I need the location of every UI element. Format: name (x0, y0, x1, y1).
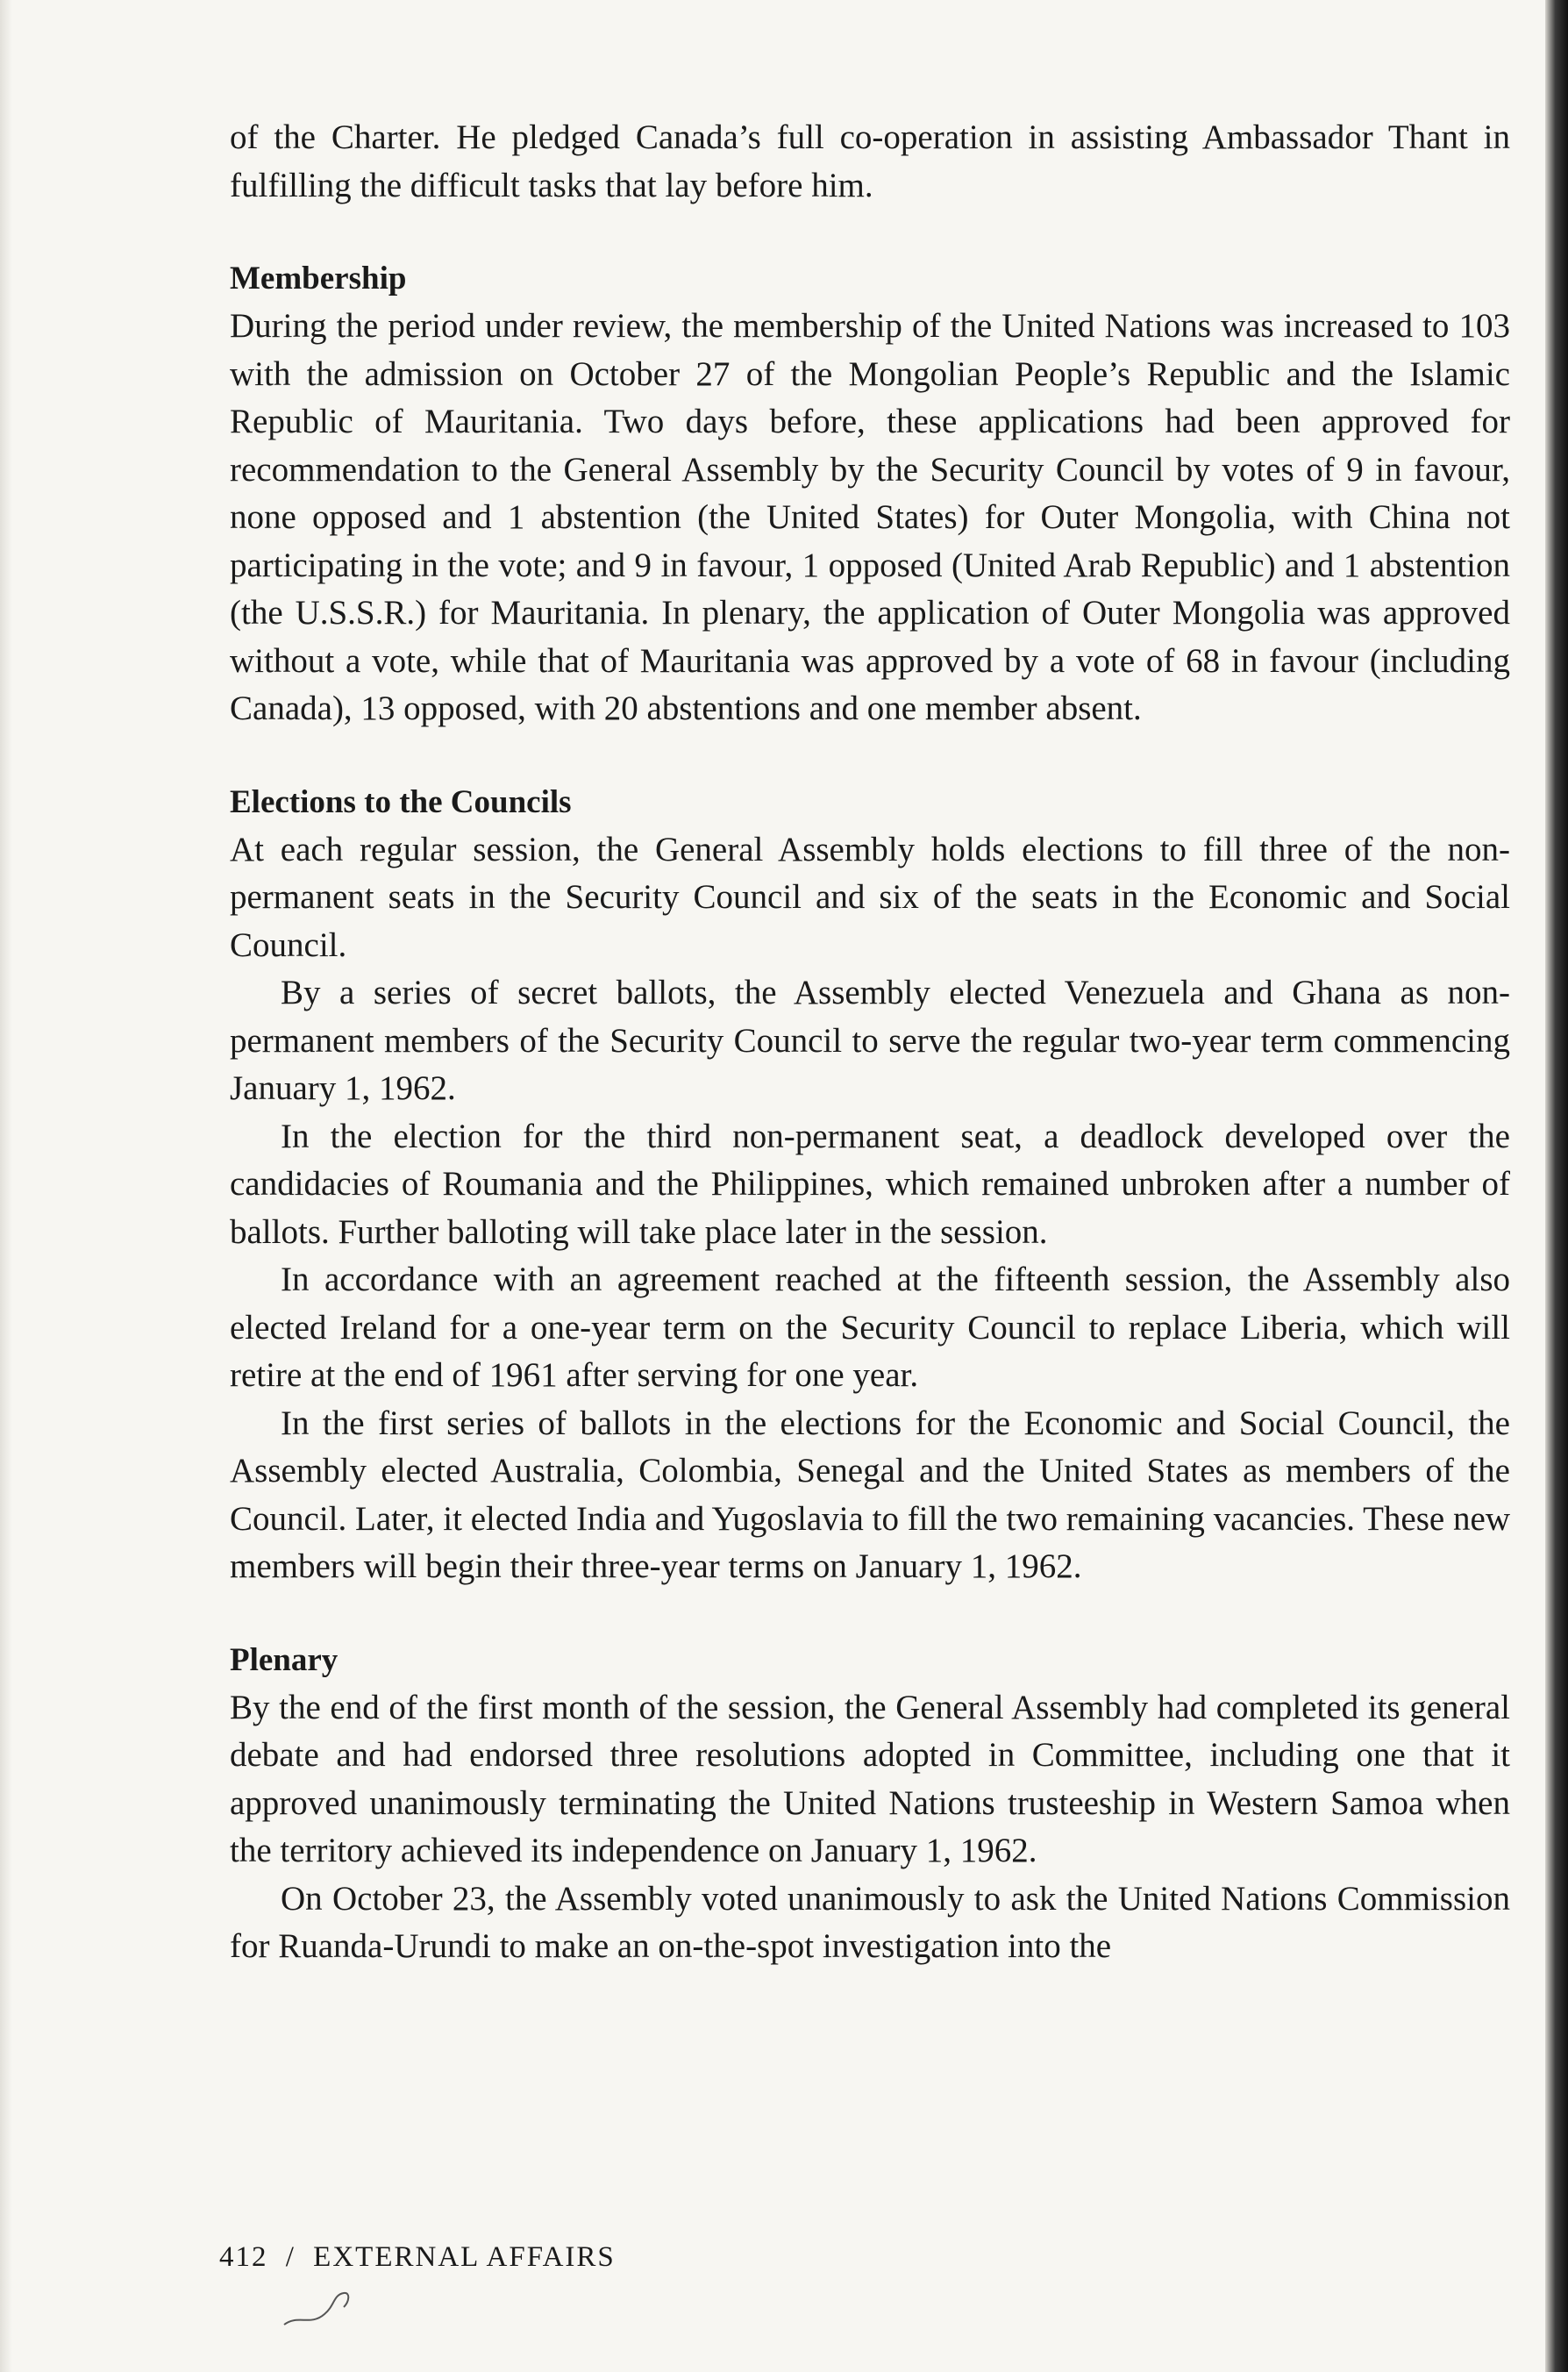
pen-mark-icon (281, 2288, 377, 2332)
section-heading-plenary: Plenary (230, 1641, 339, 1678)
section-heading-membership: Membership (230, 261, 407, 296)
paragraph: By the end of the first month of the session, the General Assembly had completed its general debate and had endorsed three resolutions adopted in Committee, including one that it approved unanimously terminating the United Nations trusteeship in Western Samoa when the territory achieved its independence on January 1, 1962. (230, 1688, 1510, 1869)
scan-binding-edge (1545, 0, 1568, 2372)
membership-section (230, 255, 1510, 733)
paragraph: On October 23, the Assembly voted unanimously to ask the United Nations Commission for Ruanda-Urundi to make an on-the-spot investigation into the (230, 1879, 1510, 1965)
paragraph: In the election for the third non-permanent seat, a deadlock developed over the candidacies of Roumania and the Philippines, which remained unbroken after a number of ballots. Further balloting will take place later in the session. (230, 1117, 1510, 1251)
section-heading-elections: Elections to the Councils (230, 783, 572, 820)
section-gap (230, 733, 1510, 779)
paragraph: By a series of secret ballots, the Assembly elected Venezuela and Ghana as non-permanent members of the Security Council to serve the regular two-year term commencing January 1, 1962. (230, 974, 1510, 1107)
page-body (230, 114, 1510, 1971)
page-number: 412 (219, 2241, 268, 2273)
paragraph: In the first series of ballots in the elections for the Economic and Social Council, the Assembly elected Australia, Colombia, Senegal and the United States as members of the Council. Later, it elected India and Yugoslavia to fill the two remaining vacancies. These new members will begin their three-year terms on January 1, 1962. (230, 1404, 1510, 1585)
footer-separator: / (285, 2241, 296, 2273)
paragraph: During the period under review, the membership of the United Nations was increased to 103 with the admission on October 27 of the Mongolian People’s Republic and the Islamic Republic of Mauritania. Two days before, these applications had been approved for recommendation to the General Assembly by the Security Council by votes of 9 in favour, none opposed and 1 abstention (the United States) for Outer Mongolia, with China not participating in the vote; and 9 in favour, 1 opposed (United Arab Republic) and 1 abstention (the U.S.S.R.) for Mauritania. In plenary, the application of Outer Mongolia was approved without a vote, while that of Mauritania was approved by a vote of 68 in favour (including Canada), 13 opposed, with 20 abstentions and one member absent. (230, 307, 1510, 727)
paragraph: At each regular session, the General Assembly holds elections to fill three of the non-permanent seats in the Security Council and six of the seats in the Economic and Social Council. (230, 830, 1510, 964)
scan-left-edge (0, 0, 12, 2372)
publication-name: EXTERNAL AFFAIRS (313, 2241, 616, 2273)
continuation-paragraph: of the Charter. He pledged Canada’s full co-operation in assisting Ambassador Thant in fulfilling the difficult tasks that lay before him. (230, 118, 1510, 204)
section-gap (230, 210, 1510, 255)
paragraph: In accordance with an agreement reached at the fifteenth session, the Assembly also elected Ireland for a one-year term on the Security Council to replace Liberia, which will retire at the end of 1961 after serving for one year. (230, 1261, 1510, 1394)
plenary-section (230, 1637, 1510, 1971)
page-footer (219, 2241, 616, 2274)
elections-section (230, 779, 1510, 1591)
section-gap (230, 1591, 1510, 1637)
